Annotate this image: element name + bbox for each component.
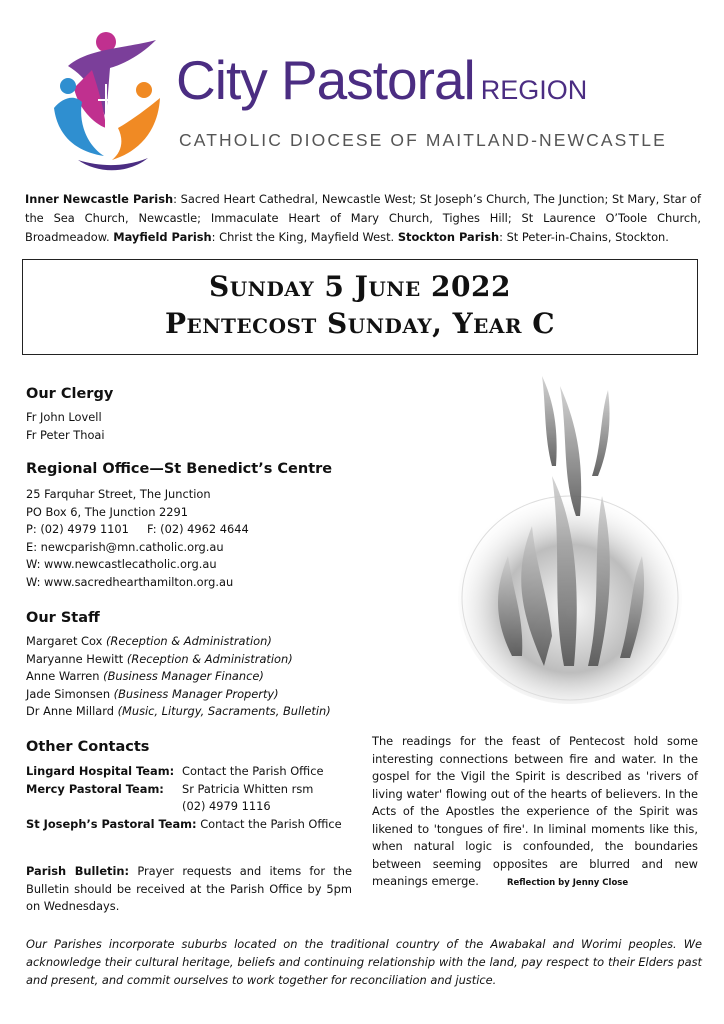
parish-churches: : St Peter-in-Chains, Stockton.: [499, 230, 669, 244]
staff-member: [26, 651, 331, 669]
title-box: [22, 259, 698, 355]
office-website[interactable]: W: www.sacredhearthamilton.org.au: [26, 574, 234, 589]
staff-name: Anne Warren: [26, 669, 104, 683]
title-date: Sunday 5 June 2022: [209, 270, 511, 303]
contact-label: Lingard Hospital Team:: [26, 764, 175, 778]
staff-heading: Our Staff: [26, 610, 100, 626]
staff-role: (Music, Liturgy, Sacraments, Bulletin): [117, 704, 331, 718]
contact-value: Contact the Parish Office: [196, 816, 342, 831]
staff-name: Maryanne Hewitt: [26, 651, 127, 666]
contact-label: Mercy Pastoral Team:: [26, 781, 164, 796]
staff-list: [26, 633, 331, 721]
bulletin-text: Prayer requests and items for the Bulletin should be received at the Parish Office by 5pm on Wednesdays.: [26, 864, 352, 913]
staff-name: Margaret Cox: [26, 634, 106, 648]
staff-role: (Reception & Administration): [105, 634, 272, 648]
staff-name: Jade Simonsen: [26, 686, 114, 701]
contact-row: [26, 781, 342, 799]
office-details: [26, 486, 249, 591]
parish-list: [25, 190, 701, 247]
title-feast: Pentecost Sunday, Year C: [164, 307, 556, 340]
staff-role: (Business Manager Property): [113, 686, 279, 701]
clergy-name: Fr Peter Thoai: [26, 427, 105, 442]
reflection-text: [372, 733, 698, 893]
contact-label: St Joseph’s Pastoral Team:: [26, 816, 197, 831]
contacts-list: [26, 763, 342, 833]
parish-name: Mayfield Parish: [113, 230, 212, 244]
staff-name: Dr Anne Millard: [26, 704, 118, 718]
acknowledgement-of-country: Our Parishes incorporate suburbs located on the traditional country of the Awabakal and Worimi peoples. We acknowledge their cultural heritage, beliefs and continuing relationship with the land, pay respect to their Elders past and present, and commit ourselves to work together for reconciliation and justice.: [26, 937, 702, 987]
office-phone-fax: P: (02) 4979 1101 F: (02) 4962 4644: [26, 522, 249, 536]
contact-value: Contact the Parish Office: [182, 764, 324, 778]
parish-churches: : Sacred Heart Cathedral, Newcastle West; St Joseph’s Church, The Junction; St Mary, Star of the Sea Church, Newcastle; Immaculate Heart of Mary Church, Tighes Hill; St Laurence O’Toole Church, Broadmeadow.: [25, 192, 701, 244]
office-address: 25 Farquhar Street, The Junction: [26, 487, 211, 501]
clergy-name: Fr John Lovell: [26, 410, 102, 424]
staff-member: [26, 686, 331, 704]
brand-title: [176, 48, 587, 112]
office-email[interactable]: E: newcparish@mn.catholic.org.au: [26, 539, 224, 554]
contacts-heading: Other Contacts: [26, 739, 150, 755]
pentecost-flame-image: [452, 366, 688, 706]
office-heading: Regional Office—St Benedict’s Centre: [26, 461, 333, 477]
contact-value: Sr Patricia Whitten rsm: [182, 781, 314, 796]
parish-name: Stockton Parish: [397, 230, 500, 244]
diocese-name: CATHOLIC DIOCESE OF MAITLAND-NEWCASTLE: [179, 130, 667, 150]
clergy-heading: Our Clergy: [26, 386, 114, 402]
brand-sub: REGION: [480, 75, 588, 105]
bulletin-note: [26, 863, 352, 916]
office-website[interactable]: W: www.newcastlecatholic.org.au: [26, 557, 217, 571]
bulletin-label: Parish Bulletin:: [26, 864, 130, 878]
contact-row: [26, 816, 342, 834]
contact-row: [26, 798, 342, 816]
staff-member: [26, 703, 331, 721]
contact-phone: (02) 4979 1116: [182, 799, 271, 813]
parish-name: Inner Newcastle Parish: [25, 192, 174, 206]
brand-main: City Pastoral: [176, 49, 475, 111]
staff-role: (Reception & Administration): [126, 651, 293, 666]
parish-churches: : Christ the King, Mayfield West.: [211, 230, 398, 244]
reflection-body: The readings for the feast of Pentecost hold some interesting connections between fire and water. In the gospel for the Vigil the Spirit is described as 'rivers of living water' flowing out of the hearts of believers. In the Acts of the Apostles the experience of the Spirit was likened to 'tongues of fire'. In liminal moments like this, when natural logic is confounded, the boundaries between seeming opposites are blurred and new meanings emerge.: [372, 734, 698, 888]
contact-row: [26, 763, 342, 781]
reflection-credit: Reflection by Jenny Close: [506, 878, 629, 888]
city-pastoral-logo: [48, 28, 168, 178]
staff-member: [26, 668, 331, 686]
staff-role: (Business Manager Finance): [103, 669, 264, 683]
staff-member: [26, 633, 331, 651]
office-po-box: PO Box 6, The Junction 2291: [26, 504, 189, 519]
clergy-list: [26, 409, 105, 444]
